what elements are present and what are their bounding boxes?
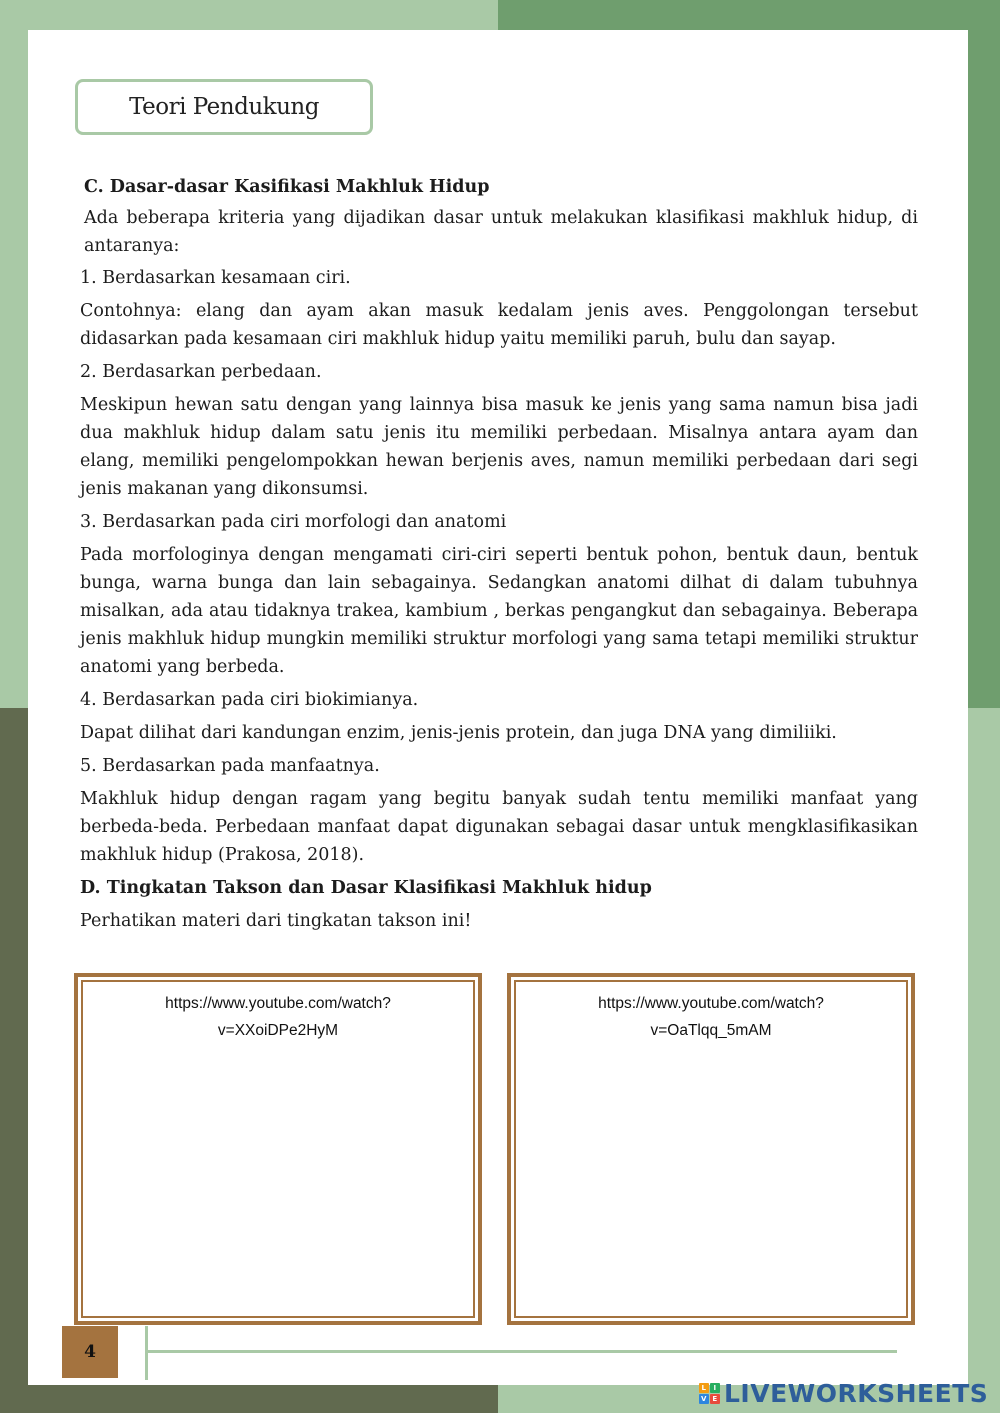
video-box-1[interactable]	[74, 973, 482, 1325]
section-header-box	[75, 79, 373, 135]
video-box-1-inner	[81, 980, 475, 1318]
section-header-title: Teori Pendukung	[129, 94, 319, 120]
criterion-1-body: Contohnya: elang dan ayam akan masuk kedalam jenis aves. Penggolongan tersebut didasarkan pada kesamaan ciri makhluk hidup yaitu memiliki paruh, bulu dan sayap.	[80, 301, 918, 349]
worksheet-page	[28, 30, 968, 1385]
video-1-url-line1[interactable]: https://www.youtube.com/watch?	[165, 995, 391, 1012]
video-2-url-line1[interactable]: https://www.youtube.com/watch?	[598, 995, 824, 1012]
logo-mark-letter: I	[710, 1383, 720, 1393]
video-box-2-inner	[514, 980, 908, 1318]
video-2-url-line2[interactable]: v=OaTlqq_5mAM	[650, 1022, 772, 1039]
criterion-5-title: 5. Berdasarkan pada manfaatnya.	[80, 756, 380, 776]
logo-mark-letter: V	[699, 1394, 709, 1404]
criterion-5-body: Makhluk hidup dengan ragam yang begitu banyak sudah tentu memiliki manfaat yang berbeda-beda. Perbedaan manfaat dapat digunakan sebagai dasar untuk mengklasifikasikan makhluk hidup (Prakosa, 2018).	[80, 789, 918, 865]
footer-divider-vertical	[145, 1326, 148, 1380]
criterion-3-title: 3. Berdasarkan pada ciri morfologi dan anatomi	[80, 512, 507, 532]
criterion-4-title: 4. Berdasarkan pada ciri biokimianya.	[80, 690, 419, 710]
criterion-2-title: 2. Berdasarkan perbedaan.	[80, 362, 322, 382]
liveworksheets-logo-icon	[699, 1383, 720, 1404]
criterion-1-title: 1. Berdasarkan kesamaan ciri.	[80, 268, 351, 288]
section-d-intro: Perhatikan materi dari tingkatan takson ini!	[80, 911, 472, 931]
section-d-heading: D. Tingkatan Takson dan Dasar Klasifikasi Makhluk hidup	[80, 878, 652, 898]
background-band-right	[968, 30, 1000, 708]
section-c-intro: Ada beberapa kriteria yang dijadikan dasar untuk melakukan klasifikasi makhluk hidup, di antaranya:	[84, 208, 918, 256]
criterion-2-body: Meskipun hewan satu dengan yang lainnya bisa masuk ke jenis yang sama namun bisa jadi dua makhluk hidup dalam satu jenis itu memiliki perbedaan. Misalnya antara ayam dan elang, memiliki pengelompokkan hewan berjenis aves, namun memiliki perbedaan dari segi jenis makanan yang dikonsumsi.	[80, 395, 918, 499]
criterion-3-body: Pada morfologinya dengan mengamati ciri-ciri seperti bentuk pohon, bentuk daun, bentuk bunga, warna bunga dan lain sebagainya. Sedangkan anatomi dilhat di dalam tubuhnya misalkan, ada atau tidaknya trakea, kambium , berkas pengangkut dan sebagainya. Beberapa jenis makhluk hidup mungkin memiliki struktur morfologi yang sama tetapi memiliki struktur anatomi yang berbeda.	[80, 545, 918, 677]
section-c	[80, 173, 918, 935]
logo-mark-letter: E	[710, 1394, 720, 1404]
criterion-4-body: Dapat dilihat dari kandungan enzim, jenis-jenis protein, dan juga DNA yang dimiliiki.	[80, 723, 837, 743]
background-band-bottom	[0, 1385, 498, 1413]
background-band-bottom-left	[0, 708, 28, 1413]
liveworksheets-logo-text: LIVEWORKSHEETS	[724, 1378, 989, 1408]
logo-mark-letter: L	[699, 1383, 709, 1393]
section-c-heading: C. Dasar-dasar Kasifikasi Makhluk Hidup	[84, 177, 490, 197]
page-number: 4	[62, 1326, 118, 1378]
liveworksheets-logo	[699, 1376, 988, 1410]
video-box-2[interactable]	[507, 973, 915, 1325]
video-1-url-line2[interactable]: v=XXoiDPe2HyM	[217, 1022, 339, 1039]
footer-divider-horizontal	[145, 1350, 897, 1353]
background-band-top-right	[498, 0, 1000, 30]
